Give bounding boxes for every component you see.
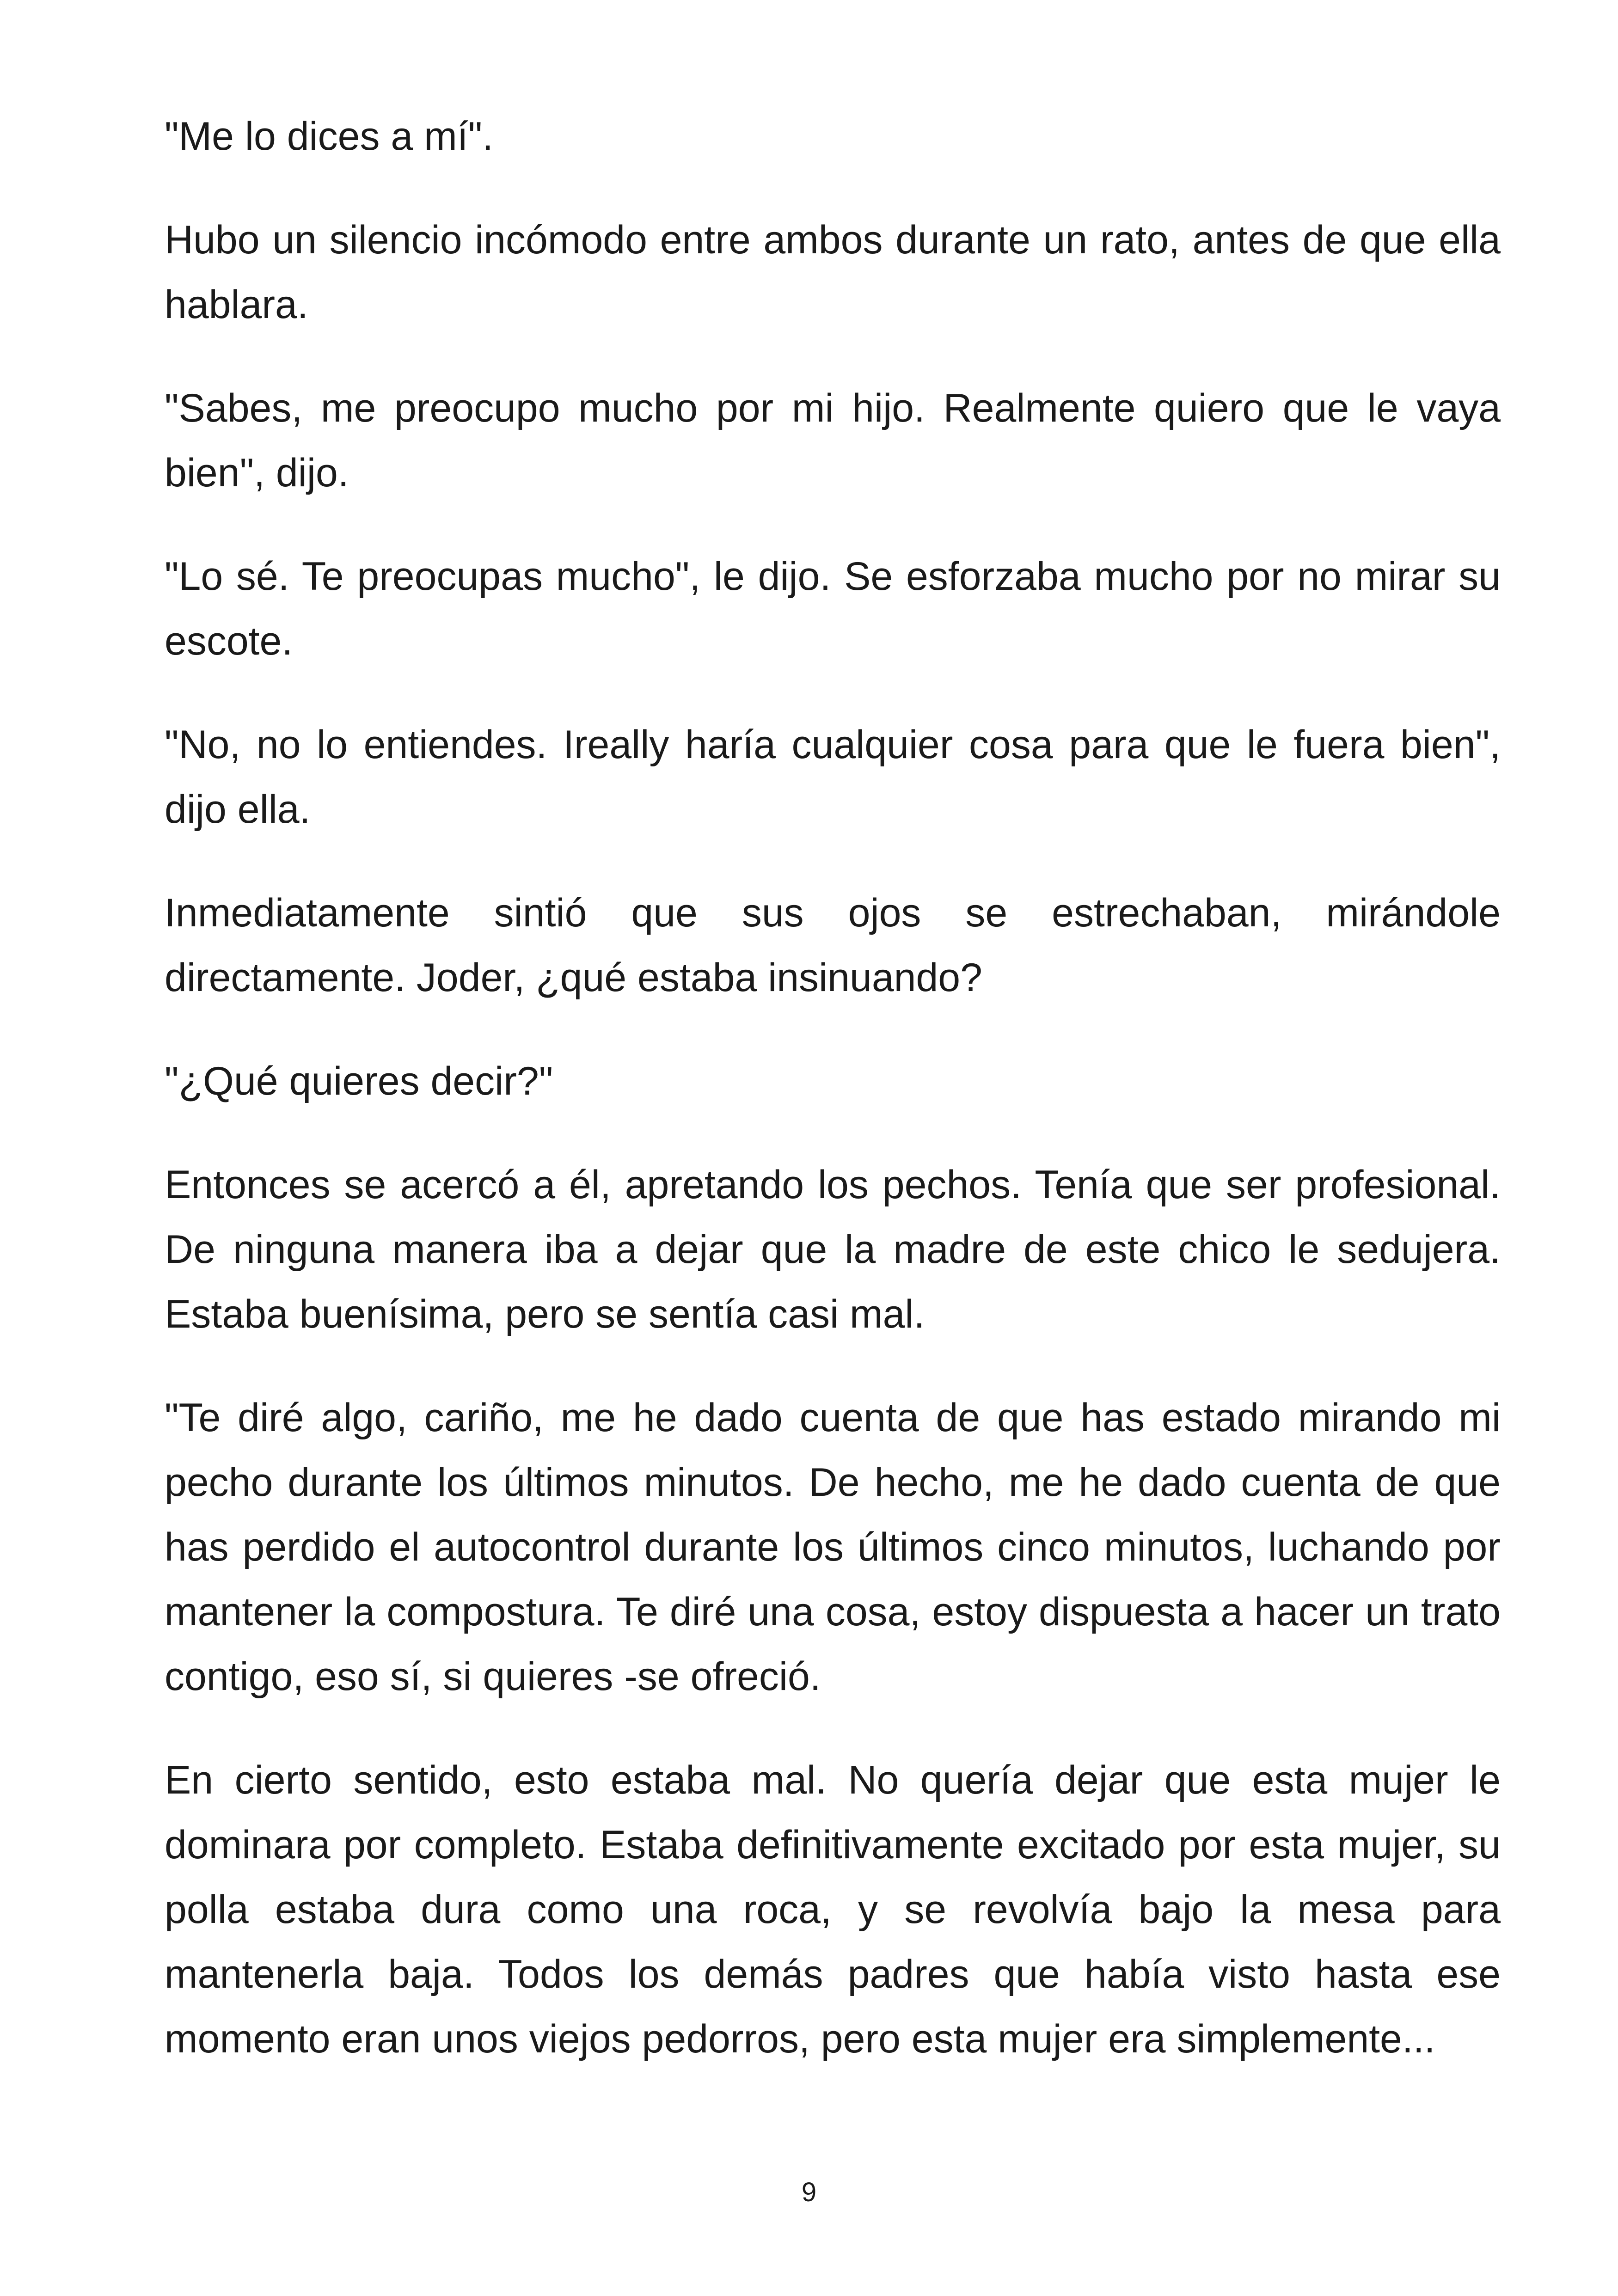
paragraph-3: "Sabes, me preocupo mucho por mi hijo. Realmente quiero que le vaya bien", dijo. — [165, 386, 1501, 495]
paragraph-1: "Me lo dices a mí". — [165, 114, 494, 159]
paragraph-6: Inmediatamente sintió que sus ojos se estrechaban, mirándole directamente. Joder, ¿qué estaba insinuando? — [165, 891, 1501, 1000]
paragraph-9: "Te diré algo, cariño, me he dado cuenta de que has estado mirando mi pecho durante los últimos minutos. De hecho, me he dado cuenta de que has perdido el autocontrol durante los últimos cinco minutos, luchando por mantener la compostura. Te diré una cosa, estoy dispuesta a hacer un trato contigo, eso sí, si quieres -se ofreció. — [165, 1396, 1501, 1699]
paragraph-5: "No, no lo entiendes. Ireally haría cualquier cosa para que le fuera bien", dijo ella. — [165, 722, 1501, 832]
paragraph-8: Entonces se acercó a él, apretando los pechos. Tenía que ser profesional. De ninguna manera iba a dejar que la madre de este chico le sedujera. Estaba buenísima, pero se sentía casi mal. — [165, 1163, 1501, 1336]
paragraph-4: "Lo sé. Te preocupas mucho", le dijo. Se esforzaba mucho por no mirar su escote. — [165, 554, 1501, 663]
paragraph-7: "¿Qué quieres decir?" — [165, 1059, 553, 1103]
body-text — [165, 104, 1501, 2110]
paragraph-10: En cierto sentido, esto estaba mal. No quería dejar que esta mujer le dominara por completo. Estaba definitivamente excitado por esta mujer, su polla estaba dura como una roca, y se revolvía bajo la mesa para mantenerla baja. Todos los demás padres que había visto hasta ese momento eran unos viejos pedorros, pero esta mujer era simplemente... — [165, 1758, 1501, 2061]
page-number: 9 — [801, 2177, 817, 2207]
paragraph-2: Hubo un silencio incómodo entre ambos durante un rato, antes de que ella hablara. — [165, 218, 1501, 327]
